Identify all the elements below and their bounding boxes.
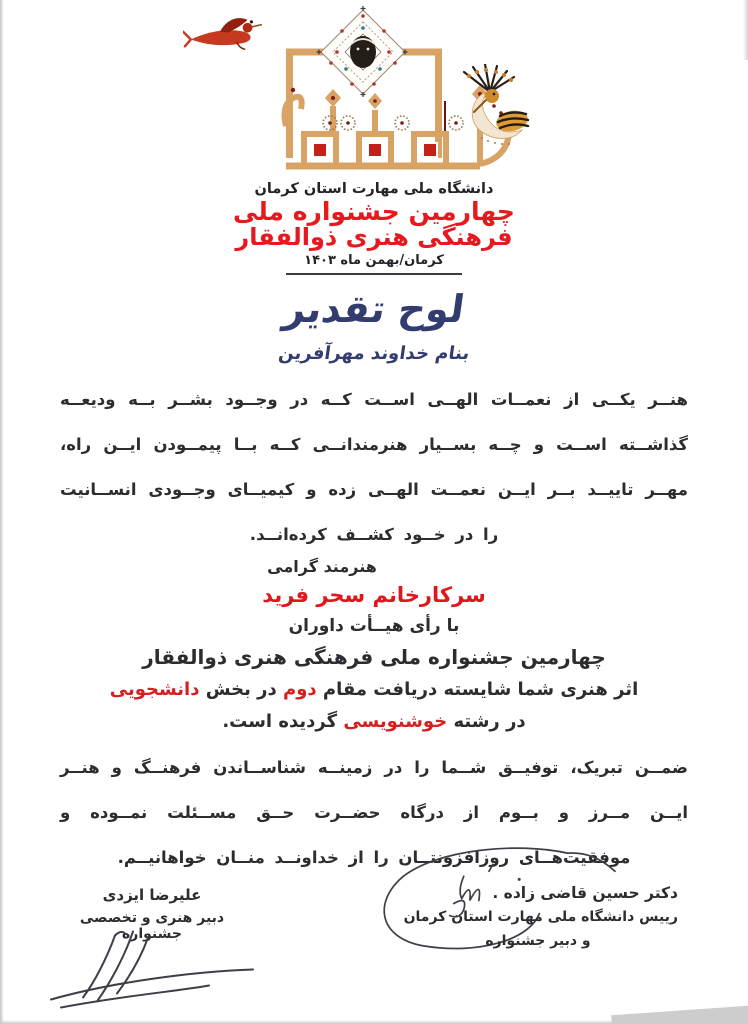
scan-edge-left [0,0,4,1024]
certificate-title: لوح تقدیر [280,286,468,331]
signatures-section [0,853,748,1024]
award-rank: دوم [283,678,317,700]
place-date-line: کرمان/بهمن ماه ۱۴۰۳ [304,252,444,268]
phoenix-bird-icon [183,10,271,64]
carpet-diamond-motif [317,6,408,97]
signer-right-name: دکتر حسین قاضی زاده . [492,884,678,902]
intro-paragraph: هنــر یکــی از نعمــات الهــی اســت کــه در وجــود بشــر بــه ودیعــه گذاشــته اســت و چــه بســیار هنرمندانــی کــه بــا پیمــودن ایــن راه، مهــر تاییــد بــر ایــن نعمــت الهــی زده و کیمیــای وجــودی انســانیت را در خــود کشــف کرده‌انــد. [60,389,688,544]
field-name: خوشنویسی [343,710,448,732]
festival-title-line-1: چهارمین جشنواره ملی [233,197,515,226]
festival-title-line-2: فرهنگی هنری ذوالفقار [235,222,513,251]
header-divider [286,273,462,275]
discipline-line [0,711,748,732]
hoopoe-bird-icon [452,64,547,149]
signer-right-role-1: رییس دانشگاه ملی مهارت استان کرمان [403,909,678,925]
award-mid: در بخش [199,678,284,700]
signature-block-right [358,884,678,949]
award-line [0,679,748,700]
signer-left-name: علیرضا ایزدی [102,886,202,904]
jury-line: با رأی هیــأت داوران [288,615,460,636]
salutation-line: هنرمند گرامی [267,556,377,576]
festival-full-name: چهارمین جشنواره ملی فرهنگی هنری ذوالفقار [142,644,606,669]
award-prefix: اثر هنری شما شایسته دریافت مقام [316,678,639,700]
signature-scribble-left [45,928,260,1016]
scan-edge-top-right [743,0,748,60]
signer-left-role-1: دبیر هنری و تخصصی جشنواره [79,910,225,942]
closing-paragraph: ضمــن تبریک، توفیــق شــما را در زمینــه شناســاندن فرهنــگ و هنــر ایــن مــرز و بــوم از درگاه حضــرت حــق مســئلت نمــوده و موفقیت‌هــای روزافزونتــان را از خداونــد منــان خواهانیــم. [60,757,688,867]
recipient-name: سرکارخانم سحر فرید [262,582,486,607]
award-section: دانشجویی [109,678,200,700]
signer-right-role-2: و دبیر جشنواره [485,933,591,949]
field-suffix: گردیده است. [222,710,344,732]
field-prefix: در رشته [447,710,526,732]
university-name: دانشگاه ملی مهارت استان کرمان [254,181,494,197]
invocation-line: بنام خداوند مهرآفرین [277,342,471,364]
